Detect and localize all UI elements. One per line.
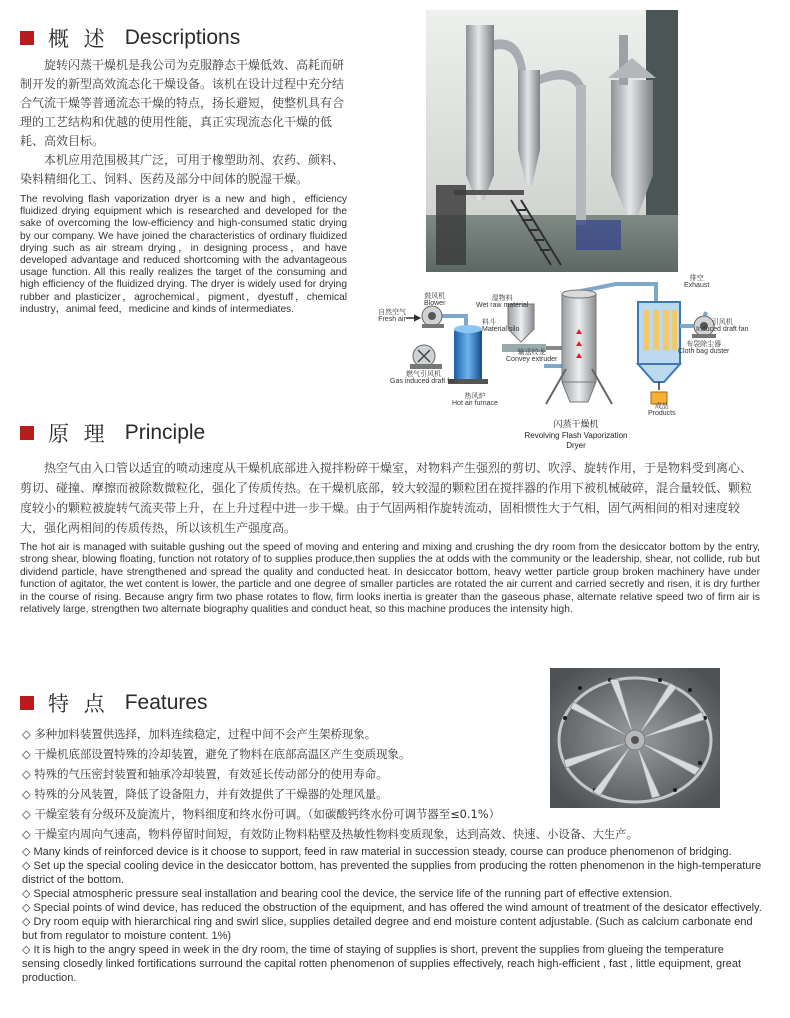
feature-zh-item: ◇ 干燥机底部设置特殊的冷却装置，避免了物料在底部高温区产生变质现象。 — [22, 747, 411, 761]
section-marker — [20, 426, 34, 440]
section-marker — [20, 696, 34, 710]
label-products: 成品 Products — [648, 402, 676, 417]
feature-en-item: ◇ Set up the special cooling device in the desiccator bottom, has prevented the supplies from producing the rotten phenomenon in the high-temperature district of the bottom. — [22, 860, 762, 886]
feature-zh-item: ◇ 干燥室装有分级环及旋流片，物料细度和终水份可调。（如碳酸钙终水份可调节器至≤0.1%） — [22, 807, 501, 821]
dryer-installation-photo — [426, 10, 678, 272]
label-bag-duster: 布袋除尘器 Cloth bag duster — [678, 340, 730, 355]
feature-en-item: ◇ Many kinds of reinforced device is it choose to support, feed in raw material in succession steady, course can produce phenomenon of bridging. — [22, 846, 732, 858]
label-fresh-air: 自然空气 Fresh air — [378, 308, 406, 323]
dryer-installation-illustration — [426, 10, 678, 272]
principle-heading — [20, 418, 205, 448]
features-en-list — [22, 845, 762, 985]
features-heading — [20, 688, 208, 718]
descriptions-en-text: The revolving flash vaporization dryer is a new and high，efficiency fluidized drying equipment which is researched and developed for the sake of overcoming the low-efficiency and high-consumed static drying by our company. We have joined the characteristics of ordinary fluidized drying such as air stream drying，in designing process，and have developed advantage and reduced shortcoming with the advantageous usage function. All this really realizes the target of the consuming and high efficiency of the fluidized drying. The dryer is widely used for drying rubber and plasticizer，agrochemical，pigment，dyestuff，chemical industry，animal feed，medicine and kinds of intermediates. — [20, 194, 347, 315]
feature-zh-item: ◇ 特殊的分风装置，降低了设备阻力，并有效提供了干燥器的处理风量。 — [22, 787, 388, 801]
label-convey: 输送绞龙 Convey extruder — [506, 348, 558, 363]
section-marker — [20, 31, 34, 45]
feature-en-item: ◇ Special atmospheric pressure seal installation and bearing cool the device, the service life of the running part of effective extension. — [22, 888, 673, 900]
label-induced-fan: 引风机 Induced draft fan — [696, 318, 749, 333]
label-wet-material: 湿物料 Wet raw material — [476, 294, 529, 309]
features-zh-list — [22, 724, 722, 844]
feature-en-item: ◇ Dry room equip with hierarchical ring and swirl slice, supplies detailed degree and end moisture content adjustable. (Such as calcium carbonate end but from regulator to moisture content. 1%) — [22, 916, 753, 942]
feature-en-item: ◇ It is high to the angry speed in week in the dry room, the time of staying of supplies is short, prevent the supplies from glueing the temperature sensing closedly linked fortifications surround the capital rotten phenomenon of supplies effectively, reach high-efficient , fast , little equipment, great production. — [22, 944, 742, 984]
feature-zh-item: ◇ 特殊的气压密封装置和轴承冷却装置，有效延长传动部分的使用寿命。 — [22, 767, 388, 781]
descriptions-zh-p2: 本机应用范围极其广泛，可用于橡塑助剂、农药、颜料、染料精细化工、饲料、医药及部分中间体的脱湿干燥。 — [20, 153, 345, 186]
principle-en-text: The hot air is managed with suitable gushing out the speed of moving and entering and mixing and crushing the dry room from the desiccator bottom by the entry, strong shear, blowing floating, function not rotatory of to supplies produce,then supplies the at odds with the community or the leadership, shear, not collide, rub but dividend particle, have strengthened and spread the quality and conducted heat. In desiccator bottom, heavy wetter particle group broken machinery have under function of agitator, the wet content is lower, the particle and one degree of smaller particles are rotated the air current and carried secretly and risen, it is dry further in the course of rising. Because angry firm two phase rotates to flow, firm looks inertia is greater than the gaseous phase, alternate relative speed two of firm air is relatively large, strengthen two alternate biography qualities and conduct heat, so this machine produces the intensity high. — [20, 542, 760, 616]
features-title-en: Features — [124, 691, 208, 714]
principle-title-cn: 原 理 — [48, 422, 109, 446]
label-furnace: 热风炉 Hot air furnace — [452, 392, 498, 407]
label-gas-fan: 燃气引风机 Gas induced draft fan — [390, 370, 457, 385]
process-flow-diagram — [366, 274, 758, 450]
diagram-caption: 闪蒸干燥机 Revolving Flash Vaporization Dryer — [524, 420, 628, 450]
label-blower: 鼓风机 Blower — [424, 292, 446, 307]
descriptions-zh-p1: 旋转闪蒸干燥机是我公司为克服静态干燥低效、高耗而研制开发的新型高效流态化干燥设备。该机在设计过程中充分结合气流干燥等普通流态干燥的特点，扬长避短，使整机具有合理的工艺结构和优越的使用性能，真正实现流态化干燥的低耗、高效目标。 — [20, 58, 345, 148]
gas-fan-icon — [410, 345, 442, 369]
label-exhaust: 排空 Exhaust — [684, 274, 710, 289]
descriptions-heading — [20, 23, 240, 53]
features-title-cn: 特 点 — [48, 692, 109, 716]
feature-en-item: ◇ Special points of wind device, has reduced the obstruction of the equipment, and has offered the wind amount of treatment of the desicator effectively. — [22, 902, 762, 914]
blower-icon — [422, 306, 444, 328]
feature-zh-item: ◇ 多种加料装置供选择，加料连续稳定，过程中间不会产生架桥现象。 — [22, 727, 377, 741]
feature-zh-item: ◇ 干燥室内周向气速高，物料停留时间短，有效防止物料粘壁及热敏性物料变质现象，达到高效、快速、小设备、大生产。 — [22, 827, 639, 841]
descriptions-zh-text — [20, 56, 352, 189]
products-icon — [651, 382, 667, 404]
label-material-silo: 料斗 Material silo — [482, 318, 520, 333]
descriptions-title-en: Descriptions — [124, 26, 241, 49]
bag-duster-icon — [638, 302, 680, 382]
descriptions-title-cn: 概 述 — [48, 27, 109, 51]
principle-title-en: Principle — [124, 421, 206, 444]
principle-zh-text: 热空气由入口管以适宜的喷动速度从干燥机底部进入搅拌粉碎干燥室，对物料产生强烈的剪切、吹浮、旋转作用，于是物料受到离心、剪切、碰撞、摩擦而被除数微粒化，强化了传质传热。在干燥机底部，较大较湿的颗粒团在搅拌器的作用下被机械破碎，混合量较低、颗粒度较小的颗粒被旋转气流夹带上升，在上升过程中进一步干燥。由于气固两相作旋转流动，固相惯性大于气相，固气两相间的相对速度较大，强化两相间的传质传热，所以该机生产强度高。 — [20, 461, 753, 535]
